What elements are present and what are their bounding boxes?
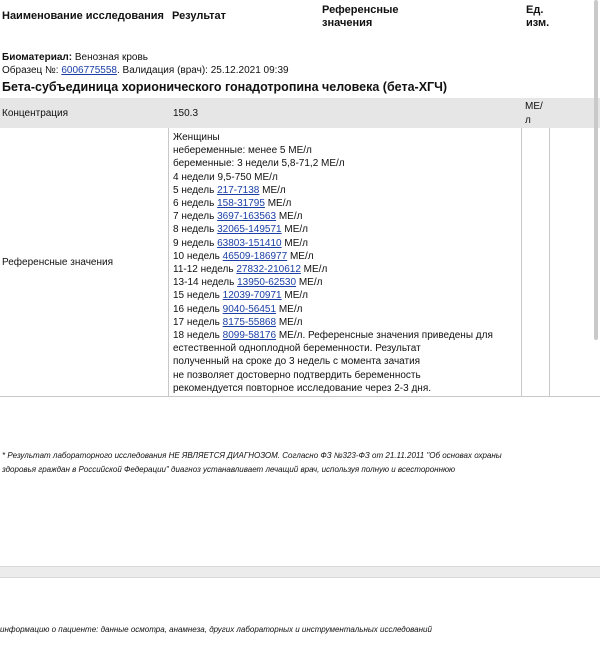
sample-line: [2, 64, 289, 77]
reference-line-unit: МЕ/л: [264, 198, 292, 210]
reference-range-link[interactable]: 32065-149571: [217, 224, 282, 236]
reference-row: [0, 128, 600, 397]
reference-line-text: небеременные: менее 5 МЕ/л: [173, 145, 312, 157]
reference-line-text: 11-12 недель: [173, 264, 237, 276]
reference-line-text: 15 недель: [173, 290, 223, 302]
reference-range-link[interactable]: 9040-56451: [222, 303, 277, 315]
reference-line: [173, 303, 493, 316]
reference-range-link[interactable]: 12039-70971: [222, 290, 282, 302]
reference-range-link[interactable]: 8099-58176: [222, 330, 277, 342]
reference-line-text: полученный на сроке до 3 недель с момента зачатия: [173, 356, 421, 368]
reference-line: [173, 237, 493, 250]
column-divider: [168, 128, 169, 396]
disclaimer-line-1: * Результат лабораторного исследования НЕ ЯВЛЯЕТСЯ ДИАГНОЗОМ. Согласно ФЗ №323-ФЗ от 21.11.2011 "Об основах охраны: [2, 451, 502, 460]
reference-line: [173, 369, 493, 382]
reference-line-unit: МЕ/л: [287, 250, 314, 262]
header-result: Результат: [172, 10, 227, 22]
reference-line: [173, 223, 493, 236]
reference-line: [173, 289, 493, 302]
validation-info: . Валидация (врач): 25.12.2021 09:39: [116, 65, 289, 76]
disclaimer-line-3: информацию о пациенте: данные осмотра, анамнеза, других лабораторных и инструментальных исследований: [0, 625, 432, 634]
reference-line: [173, 316, 493, 329]
page-separator: [0, 566, 600, 578]
biomaterial-label: Биоматериал:: [2, 52, 73, 63]
reference-range-link[interactable]: 46509-186977: [222, 250, 288, 262]
reference-line-unit: МЕ/л: [276, 316, 303, 328]
reference-line: [173, 276, 493, 289]
header-reference-2: значения: [322, 17, 373, 29]
reference-range-link[interactable]: 27832-210612: [236, 264, 301, 276]
reference-line-text: 13-14 недель: [173, 277, 238, 289]
reference-range-link[interactable]: 8175-55868: [222, 316, 277, 328]
reference-line-text: 5 недель: [173, 184, 218, 196]
reference-line-unit: МЕ/л: [276, 211, 303, 223]
biomaterial-line: [2, 51, 148, 64]
header-units-1: Ед.: [526, 4, 544, 16]
column-divider: [521, 128, 522, 396]
reference-range-link[interactable]: 13950-62530: [237, 277, 297, 289]
reference-line-text: Женщины: [173, 132, 220, 143]
reference-line: [173, 197, 493, 210]
concentration-row: [0, 98, 600, 128]
reference-line-text: 7 недель: [173, 211, 218, 223]
reference-line-unit: МЕ/л: [296, 277, 323, 289]
reference-line: [173, 329, 493, 342]
reference-line-unit: МЕ/л: [300, 264, 328, 276]
reference-line-text: 16 недель: [173, 303, 223, 315]
reference-line-text: естественной одноплодной беременности. Результат: [173, 343, 421, 355]
reference-values-list: [173, 131, 493, 395]
column-divider: [549, 128, 550, 396]
table-header: [0, 0, 600, 40]
scrollbar[interactable]: [594, 0, 598, 340]
test-title: Бета-субъединица хорионического гонадотропина человека (бета-ХГЧ): [2, 80, 448, 94]
header-reference-1: Референсные: [322, 4, 399, 16]
reference-line: [173, 144, 493, 157]
reference-line-unit: МЕ/л: [281, 290, 309, 302]
concentration-value: 150.3: [173, 108, 199, 119]
reference-label: Референсные значения: [2, 257, 114, 268]
reference-line: [173, 171, 493, 184]
reference-line-text: 6 недель: [173, 198, 218, 210]
reference-line-text: 18 недель: [173, 330, 223, 342]
reference-line: [173, 250, 493, 263]
reference-line-unit: МЕ/л. Референсные значения приведены для: [276, 330, 493, 342]
reference-line: [173, 184, 493, 197]
reference-line-text: рекомендуется повторное исследование через 2-3 дня.: [173, 382, 432, 394]
reference-line: [173, 157, 493, 170]
reference-line-text: 4 недели 9,5-750 МЕ/л: [173, 171, 278, 183]
reference-line: [173, 342, 493, 355]
sample-number-link[interactable]: 6006775558: [61, 65, 117, 76]
reference-line-unit: МЕ/л: [276, 303, 303, 315]
reference-range-link[interactable]: 63803-151410: [217, 237, 282, 249]
reference-line: [173, 210, 493, 223]
reference-line: [173, 382, 493, 395]
reference-line: [173, 131, 493, 144]
reference-range-link[interactable]: 217-7138: [217, 184, 260, 196]
reference-line-text: не позволяет достоверно подтвердить беременность: [173, 369, 421, 381]
biomaterial-value: Венозная кровь: [74, 52, 148, 63]
reference-line: [173, 263, 493, 276]
header-units-2: изм.: [526, 17, 550, 29]
reference-line-text: беременные: 3 недели 5,8-71,2 МЕ/л: [173, 158, 345, 170]
reference-line-unit: МЕ/л: [259, 184, 286, 196]
reference-range-link[interactable]: 158-31795: [217, 198, 265, 210]
reference-line-text: 8 недель: [173, 224, 218, 236]
disclaimer-line-2: здоровья граждан в Российской Федерации" диагноз устанавливает лечащий врач, используя полную и всестороннюю: [2, 465, 456, 474]
concentration-label: Концентрация: [2, 108, 69, 119]
units-value-1: МЕ/: [525, 101, 543, 112]
header-test-name: Наименование исследования: [2, 10, 164, 22]
reference-line-text: 17 недель: [173, 316, 223, 328]
sample-label: Образец №:: [2, 65, 59, 76]
reference-line-text: 9 недель: [173, 237, 218, 249]
reference-line-text: 10 недель: [173, 250, 223, 262]
reference-line-unit: МЕ/л: [281, 237, 309, 249]
units-value-2: л: [525, 115, 531, 126]
reference-range-link[interactable]: 3697-163563: [217, 211, 277, 223]
reference-line: [173, 355, 493, 368]
reference-line-unit: МЕ/л: [281, 224, 309, 236]
